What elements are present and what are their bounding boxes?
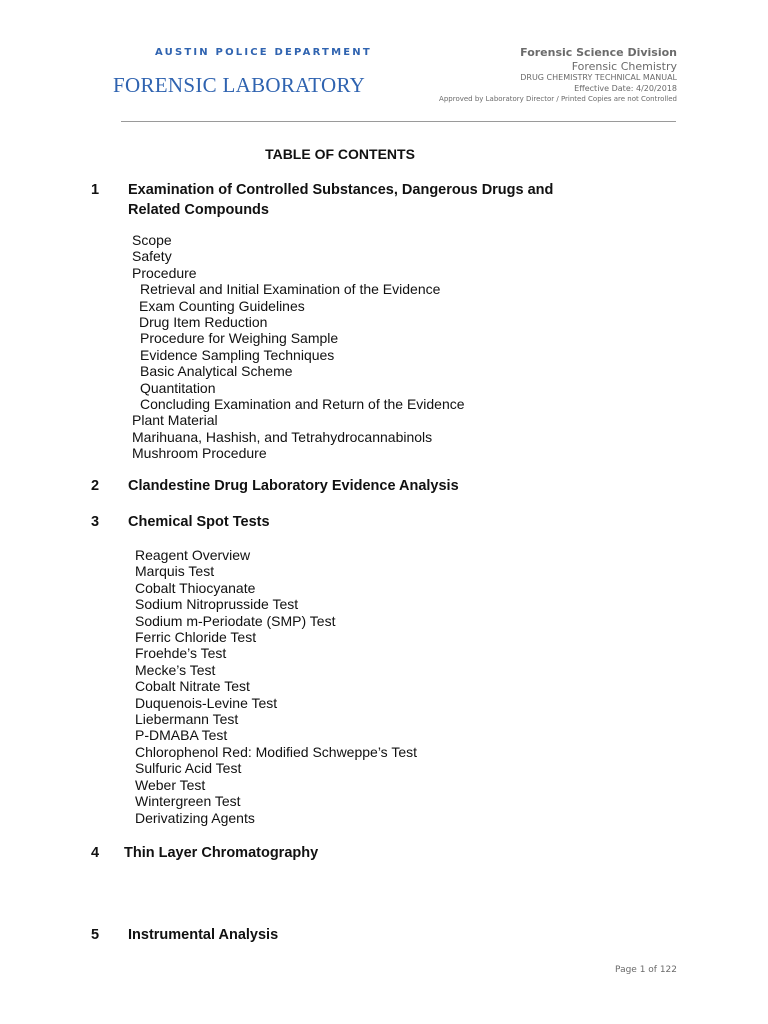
toc-item-safety[interactable]: Safety	[132, 248, 172, 265]
toc-item[interactable]: Ferric Chloride Test	[135, 629, 257, 646]
toc-item-mushroom[interactable]: Mushroom Procedure	[132, 445, 267, 462]
section-1-items	[132, 232, 465, 462]
toc-subitem[interactable]: Concluding Examination and Return of the Evidence	[140, 396, 465, 413]
manual-label: DRUG CHEMISTRY TECHNICAL MANUAL	[520, 73, 677, 82]
toc-item-procedure[interactable]: Procedure	[132, 264, 197, 281]
toc-item[interactable]: P-DMABA Test	[135, 727, 228, 744]
section-label: Forensic Chemistry	[571, 60, 677, 73]
toc-item[interactable]: Wintergreen Test	[135, 793, 241, 810]
toc-item[interactable]: Cobalt Nitrate Test	[135, 678, 250, 695]
section-title-line: Examination of Controlled Substances, Dangerous Drugs and	[128, 182, 554, 198]
section-title-line: Related Compounds	[128, 202, 269, 218]
section-number: 1	[91, 182, 100, 198]
section-title[interactable]: Chemical Spot Tests	[128, 514, 270, 530]
toc-item-plant-material[interactable]: Plant Material	[132, 412, 218, 429]
header-divider	[121, 121, 676, 122]
toc-item[interactable]: Derivatizing Agents	[135, 809, 255, 826]
toc-subitem[interactable]: Quantitation	[140, 379, 216, 396]
toc-subitem[interactable]: Drug Item Reduction	[139, 314, 268, 331]
section-number: 3	[91, 514, 100, 530]
toc-item[interactable]: Marquis Test	[135, 563, 215, 580]
toc-title: TABLE OF CONTENTS	[265, 146, 415, 162]
toc-item[interactable]: Chlorophenol Red: Modified Schweppe’s Test	[135, 743, 417, 760]
page-number: Page 1 of 122	[615, 965, 677, 975]
toc-item[interactable]: Reagent Overview	[135, 547, 251, 563]
toc-item[interactable]: Cobalt Thiocyanate	[135, 579, 256, 596]
toc-item-scope[interactable]: Scope	[132, 232, 172, 248]
approval-note: Approved by Laboratory Director / Printed Copies are not Controlled	[439, 95, 677, 103]
toc-item[interactable]: Mecke’s Test	[135, 661, 216, 678]
toc-subitem[interactable]: Retrieval and Initial Examination of the Evidence	[140, 281, 441, 298]
toc-item[interactable]: Duquenois-Levine Test	[135, 694, 278, 711]
toc-item[interactable]: Weber Test	[135, 776, 206, 793]
section-number: 4	[91, 845, 100, 861]
department-name: AUSTIN POLICE DEPARTMENT	[155, 47, 372, 58]
division-label: Forensic Science Division	[520, 46, 677, 59]
section-title[interactable]: Thin Layer Chromatography	[124, 845, 319, 861]
toc-item[interactable]: Froehde’s Test	[135, 645, 227, 662]
toc-item[interactable]: Sulfuric Acid Test	[135, 760, 242, 777]
section-3-items	[135, 547, 417, 826]
toc-item-marihuana[interactable]: Marihuana, Hashish, and Tetrahydrocannabinols	[132, 428, 433, 445]
toc-subitem[interactable]: Procedure for Weighing Sample	[140, 330, 339, 347]
toc-subitem[interactable]: Exam Counting Guidelines	[139, 297, 305, 314]
toc-subitem[interactable]: Basic Analytical Scheme	[140, 363, 293, 380]
section-title[interactable]: Clandestine Drug Laboratory Evidence Analysis	[128, 478, 459, 494]
toc-item[interactable]: Sodium m-Periodate (SMP) Test	[135, 612, 336, 629]
toc-item[interactable]: Liebermann Test	[135, 711, 239, 728]
section-number: 5	[91, 927, 100, 943]
effective-date: Effective Date: 4/20/2018	[574, 84, 677, 93]
lab-title: FORENSIC LABORATORY	[113, 73, 366, 97]
section-number: 2	[91, 478, 100, 494]
toc-item[interactable]: Sodium Nitroprusside Test	[135, 596, 299, 613]
section-title[interactable]: Instrumental Analysis	[128, 927, 279, 943]
toc-subitem[interactable]: Evidence Sampling Techniques	[140, 346, 335, 363]
